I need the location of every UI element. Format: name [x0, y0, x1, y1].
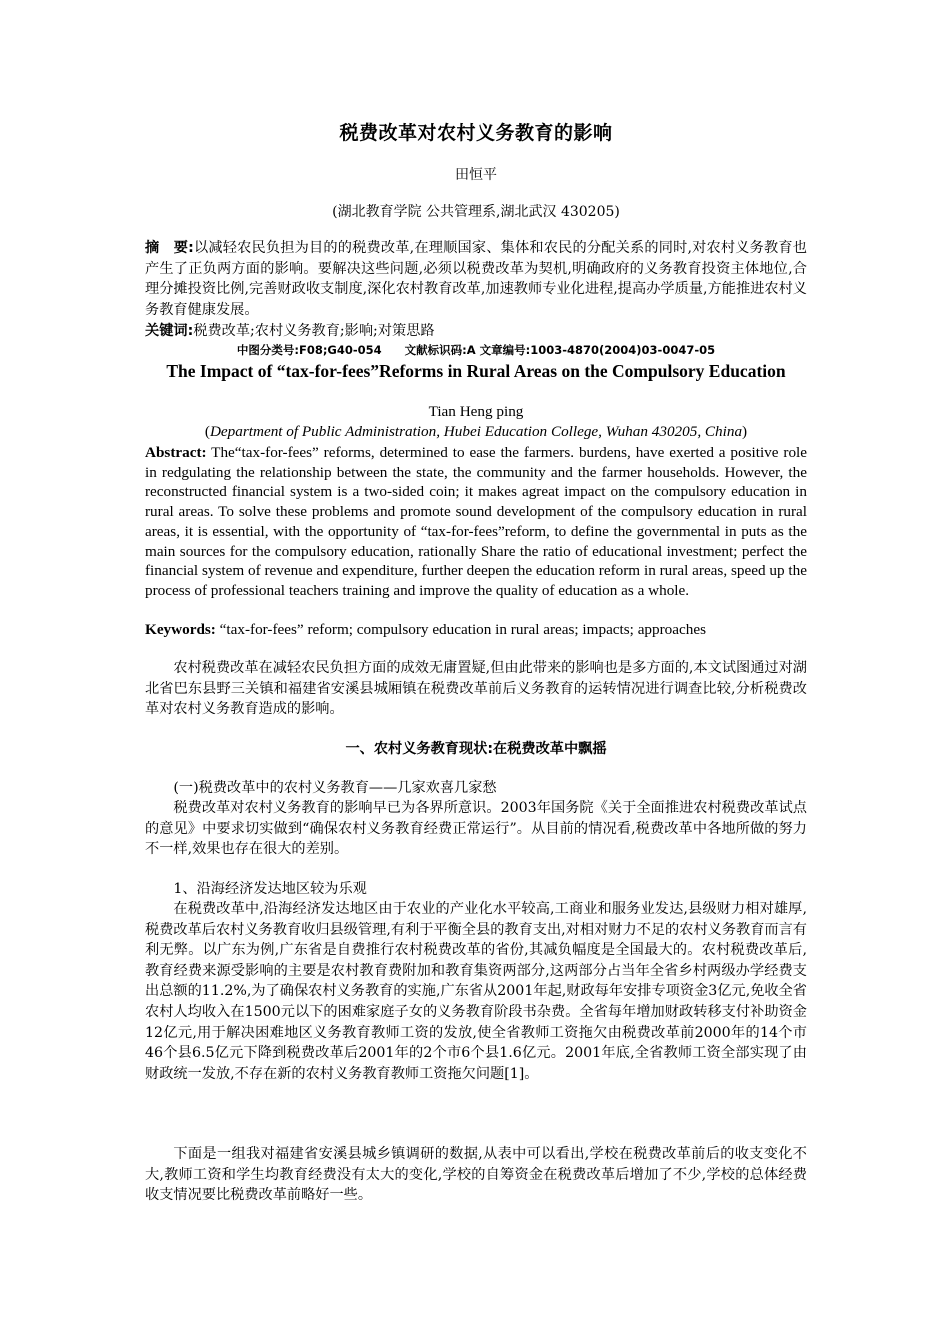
affiliation-en [145, 423, 807, 441]
abstract-en [145, 443, 807, 601]
intro-paragraph: 农村税费改革在减轻农民负担方面的成效无庸置疑,但由此带来的影响也是多方面的,本文试图通过对湖北省巴东县野三关镇和福建省安溪县城厢镇在税费改革前后义务教育的运转情况进行调查比较,分析税费改革对农村义务教育造成的影响。 [145, 660, 807, 718]
keywords-cn-label: 关键词: [145, 323, 194, 339]
subsection-heading-1: (一)税费改革中的农村义务教育——几家欢喜几家愁 [173, 780, 497, 796]
keywords-cn-text: 税费改革;农村义务教育;影响;对策思路 [193, 323, 435, 339]
paper-title-en: The Impact of “tax-for-fees”Reforms in Rural Areas on the Compulsory Education [166, 361, 786, 381]
paper-title-cn: 税费改革对农村义务教育的影响 [339, 122, 613, 144]
abstract-cn [145, 238, 807, 320]
keywords-en-label: Keywords: [145, 621, 216, 638]
affiliation-en-text: Department of Public Administration, Hubei Education College, Wuhan 430205, China [209, 423, 743, 440]
point-1-heading: 1、沿海经济发达地区较为乐观 [173, 881, 367, 897]
keywords-en [145, 620, 807, 640]
affiliation-en-open: ( [204, 423, 210, 440]
affiliation-en-close: ) [742, 423, 748, 440]
abstract-cn-label: 摘 要: [145, 240, 194, 256]
author-en: Tian Heng ping [428, 403, 524, 420]
keywords-en-text: “tax-for-fees” reform; compulsory education in rural areas; impacts; approaches [215, 621, 706, 638]
affiliation-cn: (湖北教育学院 公共管理系,湖北武汉 430205) [332, 204, 620, 220]
subsection-1-paragraph: 税费改革对农村义务教育的影响早已为各界所意识。2003年国务院《关于全面推进农村税费改革试点的意见》中要求切实做到“确保农村义务教育经费正常运行”。从目前的情况看,税费改革中各地所做的努力不一样,效果也存在很大的差别。 [145, 800, 807, 858]
point-1-paragraph: 在税费改革中,沿海经济发达地区由于农业的产业化水平较高,工商业和服务业发达,县级财力相对雄厚,税费改革后农村义务教育收归县级管理,有利于平衡全县的教育支出,对相对财力不足的农村义务教育而言有利无弊。以广东为例,广东省是自费推行农村税费改革的省份,其减负幅度是全国最大的。农村税费改革后,教育经费来源受影响的主要是农村教育费附加和教育集资两部分,这两部分占当年全省乡村两级办学经费支出总额的11.2%,为了确保农村义务教育的实施,广东省从2001年起,财政每年安排专项资金3亿元,免收全省农村人均收入在1500元以下的困难家庭子女的义务教育阶段书杂费。全省每年增加财政转移支付补助资金12亿元,用于解决困难地区义务教育教师工资的发放,使全省教师工资拖欠由税费改革前2000年的14个市46个县6.5亿元下降到税费改革后2001年的2个市6个县1.6亿元。2001年底,全省教师工资全部实现了由财政统一发放,不存在新的农村义务教育教师工资拖欠问题[1]。 [145, 901, 807, 1082]
keywords-cn [145, 321, 807, 341]
abstract-en-label: Abstract: [145, 444, 207, 461]
abstract-en-text: The“tax-for-fees” reforms, determined to ease the farmers. burdens, have exerted a positive role in redgulating the relationship between the state, the community and the farmer households. However, the reconstructed financial system is a two-sided coin; it makes agreat impact on the compulsory education in rural areas. To solve these problems and promote sound development of the compulsory education in rural areas, it is essential, with the opportunity of “tax-for-fees”reform, to define the governmental in puts as the main sources for the compulsory education, rationally Share the ratio of educational investment; perfect the financial system of revenue and expenditure, further deepen the education reform in rural areas, speed up the process of professional teachers training and improve the quality of education as a whole. [145, 444, 807, 599]
section-heading-1: 一、农村义务教育现状:在税费改革中飘摇 [345, 741, 607, 757]
survey-paragraph: 下面是一组我对福建省安溪县城乡镇调研的数据,从表中可以看出,学校在税费改革前后的收支变化不大,教师工资和学生均教育经费没有太大的变化,学校的自筹资金在税费改革后增加了不少,学校的总体经费收支情况要比税费改革前略好一些。 [145, 1146, 807, 1204]
classification-line: 中图分类号:F08;G40-054 文献标识码:A 文章编号:1003-4870(2004)03-0047-05 [236, 343, 716, 357]
abstract-cn-text: 以减轻农民负担为目的的税费改革,在理顺国家、集体和农民的分配关系的同时,对农村义务教育也产生了正负两方面的影响。要解决这些问题,必须以税费改革为契机,明确政府的义务教育投资主体地位,合理分摊投资比例,完善财政收支制度,深化农村教育改革,加速教师专业化进程,提高办学质量,方能推进农村义务教育健康发展。 [145, 240, 807, 318]
author-cn: 田恒平 [455, 167, 497, 183]
